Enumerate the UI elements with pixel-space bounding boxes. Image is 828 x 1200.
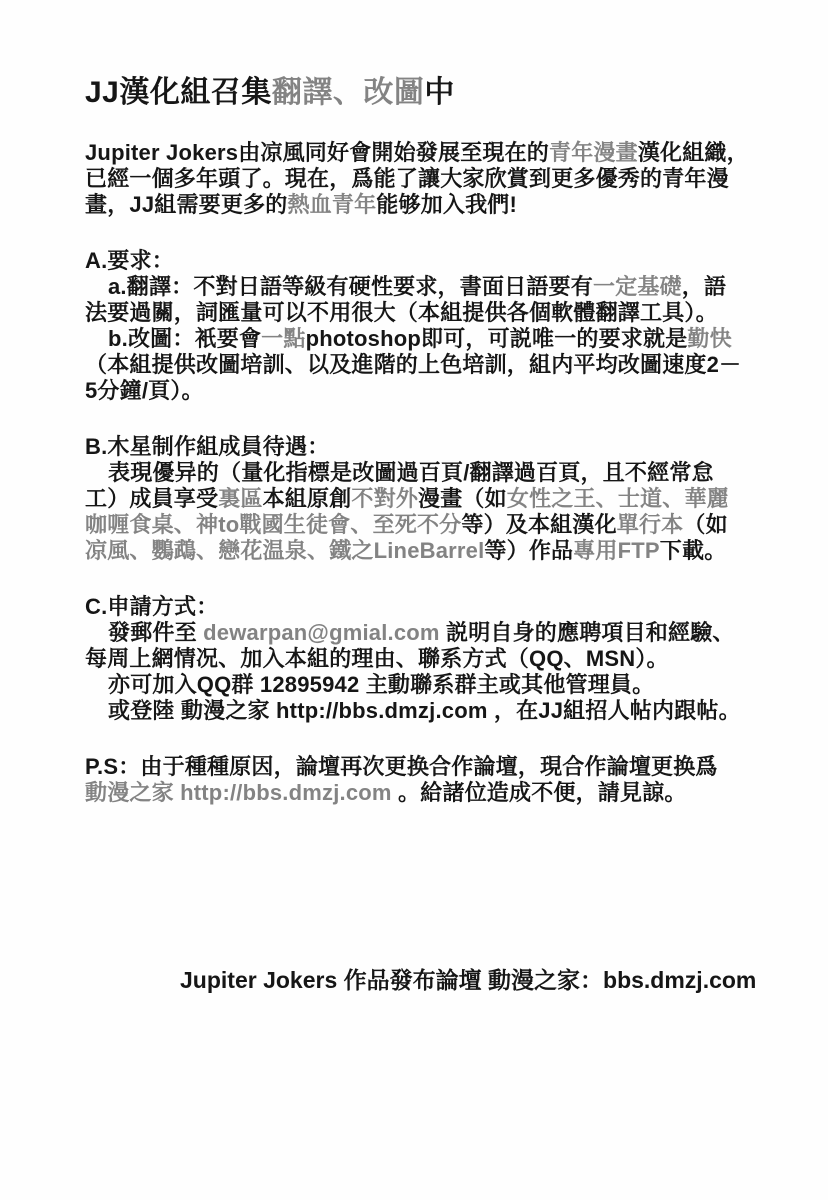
text-segment: 。給諸位造成不便，請見諒。 xyxy=(398,780,687,805)
text-segment: Jupiter Jokers由凉風同好會開始發展至現在的 xyxy=(85,140,550,165)
text-segment: 本組原創 xyxy=(262,486,352,511)
text-segment: 畫，JJ組需要更多的 xyxy=(85,192,288,217)
content-blocks xyxy=(85,140,758,806)
text-segment: JJ漢化組召集 xyxy=(85,76,272,109)
text-segment: C.申請方式： xyxy=(85,594,219,619)
text-line xyxy=(85,512,758,538)
text-segment: 漫畫（如 xyxy=(418,486,507,511)
qq-group-line: 亦可加入QQ群 12895942 主動聯系群主或其他管理員。 xyxy=(108,672,655,697)
text-line xyxy=(85,672,758,698)
intro-paragraph xyxy=(85,140,758,218)
text-segment: b.改圖：衹要會 xyxy=(108,326,262,351)
highlight-segment: 咖喱食桌、神to戰國生徒會、至死不分 xyxy=(85,512,462,537)
text-line xyxy=(85,300,758,326)
text-segment: 能够加入我們! xyxy=(376,192,518,217)
text-segment: ，語 xyxy=(681,274,727,299)
text-line xyxy=(85,460,758,486)
text-segment: 下載。 xyxy=(659,538,727,563)
text-segment: 中 xyxy=(424,76,455,109)
text-segment: 5分鐘/頁）。 xyxy=(85,378,204,403)
text-segment: 法要過關，詞匯量可以不用很大（本組提供各個軟體翻譯工具）。 xyxy=(85,300,718,325)
highlight-segment: 裏區 xyxy=(218,486,263,511)
text-segment: 等）及本組漢化 xyxy=(461,512,617,537)
text-segment: P.S：由于種種原因，論壇再次更换合作論壇，現合作論壇更换爲 xyxy=(85,754,718,779)
text-line xyxy=(85,780,758,806)
text-segment: photoshop即可，可説唯一的要求就是 xyxy=(305,326,688,351)
text-line xyxy=(85,594,758,620)
text-line xyxy=(85,378,758,404)
text-segment: 等）作品 xyxy=(484,538,574,563)
highlight-segment: 青年漫畫 xyxy=(549,140,638,165)
highlight-segment: 單行本 xyxy=(616,512,684,537)
text-segment: 工）成員享受 xyxy=(85,486,219,511)
text-segment: 説明自身的應聘項目和經驗、 xyxy=(439,620,735,645)
highlight-segment: 不對外 xyxy=(351,486,419,511)
text-line xyxy=(85,166,758,192)
text-segment: 每周上網情况、加入本組的理由、聯系方式（QQ、MSN）。 xyxy=(85,646,669,671)
text-segment: A.要求： xyxy=(85,248,175,273)
text-line xyxy=(85,754,758,780)
text-segment: 發郵件至 xyxy=(108,620,204,645)
highlight-segment: 一點 xyxy=(261,326,306,351)
text-segment: （如 xyxy=(683,512,728,537)
text-line xyxy=(85,326,758,352)
text-line xyxy=(85,486,758,512)
postscript xyxy=(85,754,758,806)
highlight-segment: 專用FTP xyxy=(573,538,660,563)
text-line xyxy=(85,352,758,378)
text-segment: B.木星制作組成員待遇： xyxy=(85,434,330,459)
section-a-requirements xyxy=(85,248,758,404)
text-line xyxy=(85,248,758,274)
section-b-benefits xyxy=(85,434,758,564)
footer-note: Jupiter Jokers 作品發布論壇 動漫之家：bbs.dmzj.com xyxy=(180,967,757,993)
text-line xyxy=(85,620,758,646)
highlight-segment: 熱血青年 xyxy=(287,192,377,217)
section-c-apply xyxy=(85,594,758,724)
highlight-segment: 一定基礎 xyxy=(592,274,682,299)
email-address: dewarpan@gmial.com xyxy=(203,620,440,645)
text-segment: 表現優异的（量化指標是改圖過百頁/翻譯過百頁，且不經常怠 xyxy=(108,460,714,485)
forum-url: 動漫之家 http://bbs.dmzj.com xyxy=(85,780,398,805)
text-line xyxy=(85,698,758,724)
text-line xyxy=(85,140,758,166)
page-title xyxy=(85,77,758,109)
text-line xyxy=(85,538,758,564)
highlight-segment: 女性之王、士道、華麗 xyxy=(506,486,729,511)
text-segment: （本組提供改圖培訓、以及進階的上色培訓，組内平均改圖速度2－ xyxy=(85,352,742,377)
text-line xyxy=(85,192,758,218)
text-segment: a.翻譯：不對日語等級有硬性要求，書面日語要有 xyxy=(108,274,593,299)
forum-line: 或登陸 動漫之家 http://bbs.dmzj.com ，在JJ組招人帖内跟帖。 xyxy=(108,698,741,723)
highlight-segment: 翻譯、改圖 xyxy=(271,76,425,109)
highlight-segment: 凉風、鸚鵡、戀花温泉、鐵之LineBarrel xyxy=(85,538,485,563)
text-line xyxy=(85,274,758,300)
text-segment: 已經一個多年頭了。現在，爲能了讓大家欣賞到更多優秀的青年漫 xyxy=(85,166,729,191)
highlight-segment: 勤快 xyxy=(687,326,732,351)
text-line xyxy=(85,646,758,672)
text-line xyxy=(85,434,758,460)
text-segment: 漢化組織， xyxy=(637,140,749,165)
